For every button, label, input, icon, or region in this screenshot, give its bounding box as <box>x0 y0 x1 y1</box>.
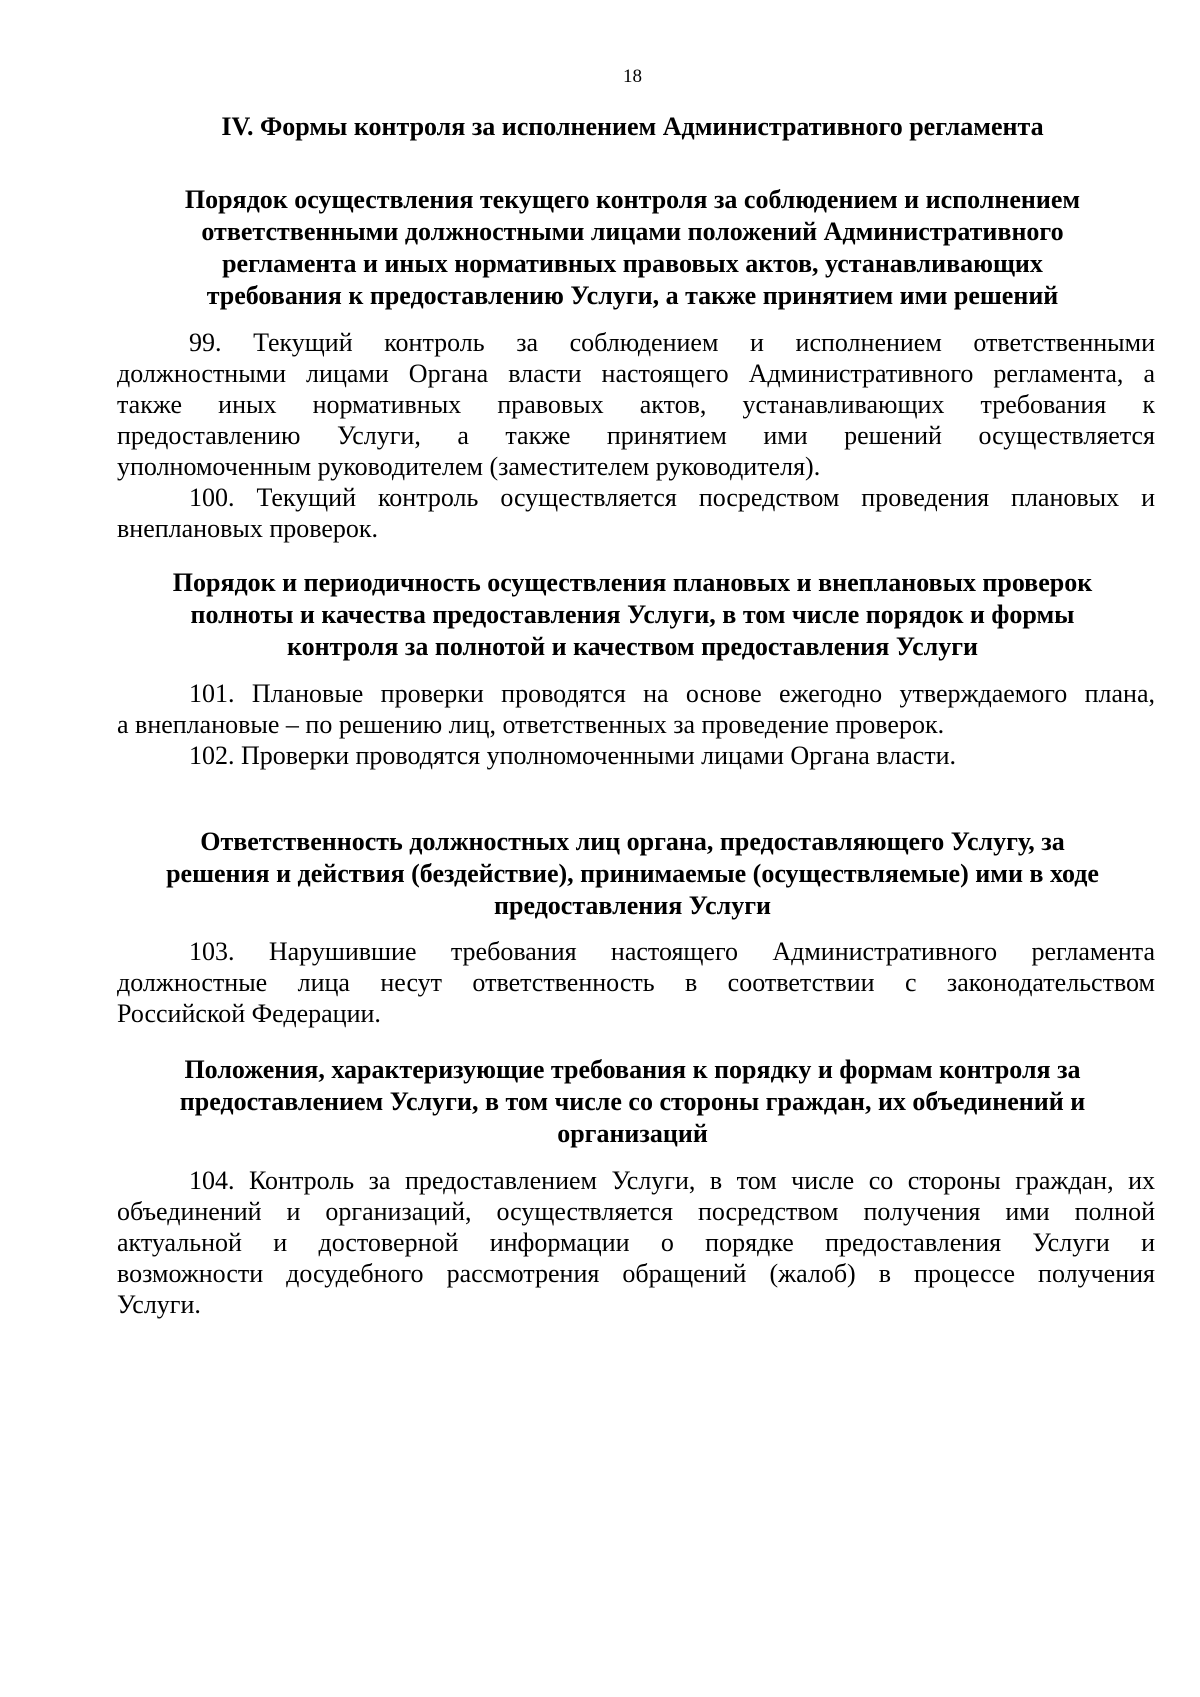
heading-line: полноты и качества предоставления Услуги, в том числе порядок и формы <box>190 600 1075 629</box>
paragraph-line: 103. Нарушившие требования настоящего Административного регламента <box>189 937 1155 966</box>
paragraph-99 <box>117 327 1155 482</box>
heading-line: Ответственность должностных лиц органа, предоставляющего Услугу, за <box>200 827 1065 856</box>
heading-line: решения и действия (бездействие), принимаемые (осуществляемые) ими в ходе <box>166 859 1099 888</box>
paragraph-line: актуальной и достоверной информации о порядке предоставления Услуги и <box>117 1228 1155 1257</box>
heading-line: Порядок и периодичность осуществления плановых и внеплановых проверок <box>172 568 1093 597</box>
paragraph-line: внеплановых проверок. <box>117 514 379 543</box>
heading-line: контроля за полнотой и качеством предоставления Услуги <box>286 632 979 661</box>
paragraph-line: Услуги. <box>117 1290 201 1319</box>
paragraph-line: должностными лицами Органа власти настоящего Административного регламента, а <box>117 359 1155 388</box>
paragraph-line: должностные лица несут ответственность в соответствии с законодательством <box>117 968 1155 997</box>
paragraph-line: Российской Федерации. <box>117 999 381 1028</box>
paragraph-102 <box>117 740 1155 771</box>
heading-line: регламента и иных нормативных правовых актов, устанавливающих <box>222 249 1043 278</box>
paragraph-104 <box>117 1165 1155 1320</box>
heading-line: организаций <box>557 1119 708 1148</box>
heading-control-requirements <box>60 1054 1200 1150</box>
page-number: 18 <box>623 66 642 87</box>
heading-line: предоставления Услуги <box>494 891 771 920</box>
paragraph-101 <box>117 678 1155 740</box>
paragraph-100 <box>117 482 1155 544</box>
paragraph-line: также иных нормативных правовых актов, устанавливающих требования к <box>117 390 1155 419</box>
heading-inspections <box>60 567 1200 663</box>
paragraph-line: уполномоченным руководителем (заместителем руководителя). <box>117 452 821 481</box>
paragraph-103 <box>117 936 1155 1029</box>
heading-line: ответственными должностными лицами положений Административного <box>201 217 1064 246</box>
section-title: IV. Формы контроля за исполнением Административного регламента <box>221 112 1044 141</box>
paragraph-line: возможности досудебного рассмотрения обращений (жалоб) в процессе получения <box>117 1259 1155 1288</box>
paragraph-line: 104. Контроль за предоставлением Услуги, в том числе со стороны граждан, их <box>189 1166 1155 1195</box>
heading-line: Положения, характеризующие требования к порядку и формам контроля за <box>184 1055 1081 1084</box>
paragraph-line: 99. Текущий контроль за соблюдением и исполнением ответственными <box>189 328 1155 357</box>
paragraph-line: 100. Текущий контроль осуществляется посредством проведения плановых и <box>189 483 1155 512</box>
paragraph-line: 101. Плановые проверки проводятся на основе ежегодно утверждаемого плана, <box>189 679 1155 708</box>
paragraph-line: 102. Проверки проводятся уполномоченными лицами Органа власти. <box>189 741 957 770</box>
paragraph-line: а внеплановые – по решению лиц, ответственных за проведение проверок. <box>117 710 945 739</box>
heading-current-control <box>60 184 1200 312</box>
paragraph-line: предоставлению Услуги, а также принятием ими решений осуществляется <box>117 421 1155 450</box>
heading-responsibility <box>60 826 1200 922</box>
heading-line: предоставлением Услуги, в том числе со стороны граждан, их объединений и <box>179 1087 1086 1116</box>
heading-line: Порядок осуществления текущего контроля за соблюдением и исполнением <box>184 185 1081 214</box>
heading-line: требования к предоставлению Услуги, а также принятием ими решений <box>206 281 1059 310</box>
paragraph-line: объединений и организаций, осуществляется посредством получения ими полной <box>117 1197 1155 1226</box>
